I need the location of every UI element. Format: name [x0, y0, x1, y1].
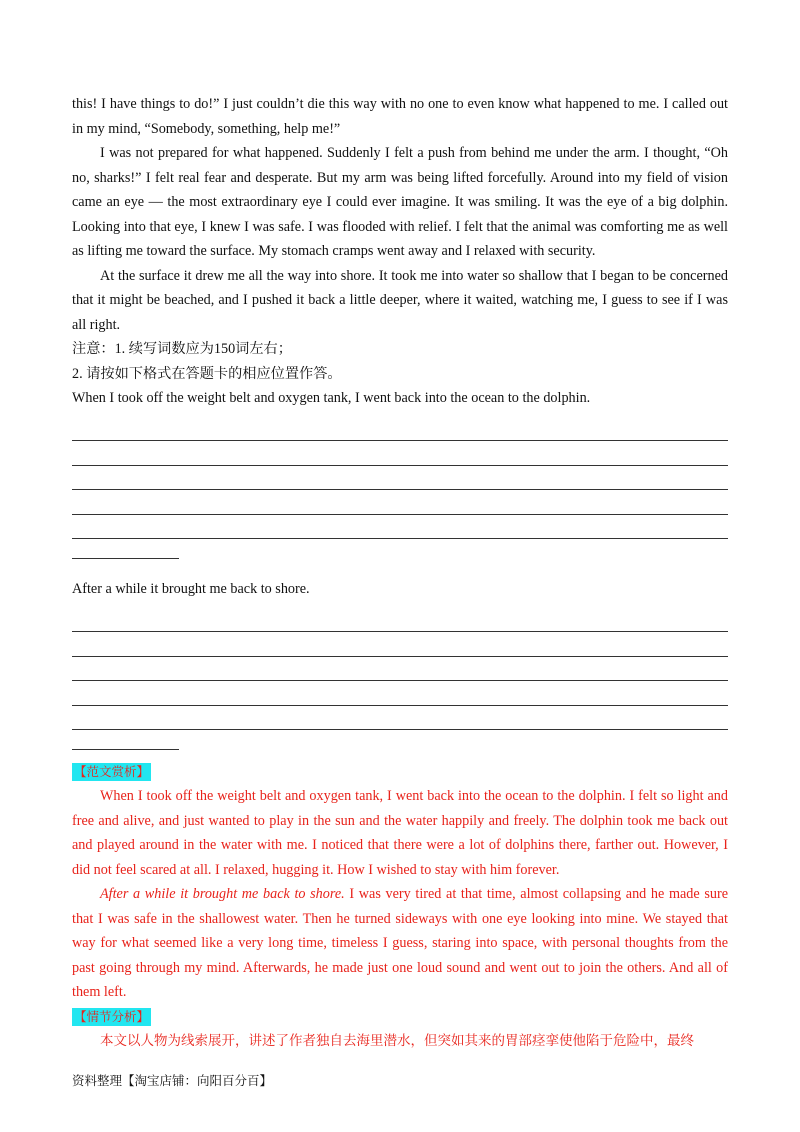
plot-analysis-tag: 【情节分析】: [74, 1008, 150, 1024]
story-paragraph-1: this! I have things to do!” I just couldn’t die this way with no one to even know what happened to me. I called out in my mind, “Somebody, something, help me!”: [72, 96, 728, 137]
answer-line: [72, 441, 728, 466]
instruction-note-1: 注意：1. 续写词数应为150词左右；: [72, 341, 292, 357]
instruction-note-2: 2. 请按如下格式在答题卡的相应位置作答。: [72, 365, 342, 382]
answer-line: [72, 417, 728, 442]
paragraph-2-prompt: After a while it brought me back to shore.: [72, 581, 310, 597]
answer-line: [72, 515, 728, 540]
answer-line: [72, 706, 728, 731]
answer-lines-2: [72, 608, 728, 751]
answer-lines-1: [72, 417, 728, 560]
page-footer: 资料整理【淘宝店铺：向阳百分百】: [72, 1073, 273, 1088]
answer-line: [72, 608, 728, 633]
model-paragraph-2-rest: I was very tired at that time, almost collapsing and he made sure that I was safe in the shallowest water. Then he turned sideways with one eye looking into mine. We stayed that way for what seemed like a very long time, timeless I guess, staring into space, with personal thoughts from the past going through my mind. Afterwards, he made just one loud sound and went out to join the others. And all of them left.: [72, 886, 729, 1000]
answer-line: [72, 632, 728, 657]
document-page: [72, 92, 728, 1053]
model-paragraph-2-lead: After a while it brought me back to shore.: [100, 886, 345, 902]
answer-line-short: [72, 539, 179, 559]
answer-line: [72, 681, 728, 706]
answer-line-short: [72, 730, 179, 750]
answer-line: [72, 466, 728, 491]
paragraph-1-prompt: When I took off the weight belt and oxygen tank, I went back into the ocean to the dolphin.: [72, 390, 591, 406]
answer-line: [72, 490, 728, 515]
story-paragraph-3: At the surface it drew me all the way into shore. It took me into water so shallow that I began to be concerned that it might be beached, and I pushed it back a little deeper, where it waited, watching me, I guess to see if I was all right.: [72, 267, 728, 333]
model-paragraph-1: When I took off the weight belt and oxygen tank, I went back into the ocean to the dolphin. I felt so light and free and alive, and just wanted to play in the sun and the water happily and freely. The dolphin took me back out and played around in the water with me. I noticed that there were a lot of dolphins there, farther out. However, I did not feel scared at all. I relaxed, hugging it. How I wished to stay with him forever.: [72, 788, 728, 878]
story-paragraph-2: I was not prepared for what happened. Suddenly I felt a push from behind me under the arm. I thought, “Oh no, sharks!” I felt real fear and desperate. But my arm was being lifted forcefully. Around into my field of vision came an eye — the most extraordinary eye I could ever imagine. It was smiling. It was the eye of a big dolphin. Looking into that eye, I knew I was safe. I was flooded with relief. I felt that the animal was comforting me as well as lifting me toward the surface. My stomach cramps went away and I relaxed with security.: [72, 145, 728, 259]
model-paragraph-2: [72, 882, 728, 1005]
plot-analysis-paragraph: 本文以人物为线索展开，讲述了作者独自去海里潜水，但突如其来的胃部痉挛使他陷于危险中，最终: [100, 1032, 694, 1049]
answer-line: [72, 657, 728, 682]
model-essay-tag: 【范文赏析】: [74, 764, 150, 779]
